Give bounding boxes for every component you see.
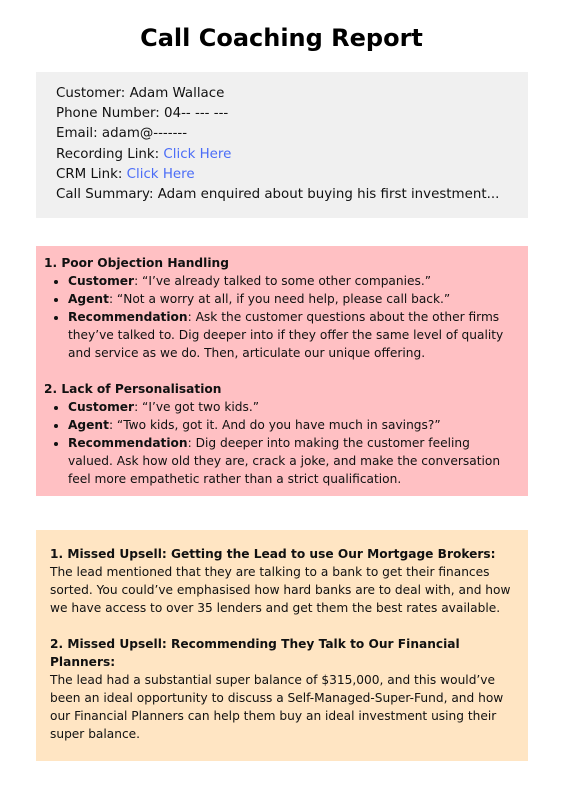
crm-link-row: [56, 165, 528, 185]
customer-info-panel: [36, 72, 528, 218]
upsell-heading: 1. Missed Upsell: Getting the Lead to use Our Mortgage Brokers:: [50, 547, 496, 561]
issue-bullets: [44, 272, 518, 362]
customer-text: : “I’ve got two kids.”: [134, 400, 260, 414]
coaching-issues-panel: [36, 246, 528, 496]
agent-quote: [68, 416, 518, 434]
customer-quote: [68, 398, 518, 416]
issue-heading: 1. Poor Objection Handling: [44, 256, 229, 270]
customer-label: Customer: [68, 274, 135, 288]
upsell-text: The lead mentioned that they are talking to a bank to get their finances sorted. You could’ve emphasised how hard banks are to deal with, and how we have access to over 35 lenders and get them the best rates available.: [50, 565, 511, 615]
recording-link-row: [56, 145, 528, 165]
phone-number: Phone Number: 04-- --- ---: [56, 106, 229, 122]
customer-label: Customer: [68, 400, 135, 414]
issue-heading: 2. Lack of Personalisation: [44, 382, 222, 396]
customer-name: Customer: Adam Wallace: [56, 86, 225, 101]
agent-quote: [68, 290, 518, 308]
recommendation-text: : Dig deeper into making the customer feeling valued. Ask how old they are, crack a joke, and make the conversation feel more empathetic rather than a strict qualification.: [68, 436, 501, 486]
upsell-text: The lead had a substantial super balance of $315,000, and this would’ve been an ideal opportunity to discuss a Self-Managed-Super-Fund, and how our Financial Planners can help them buy an ideal investment using their super balance.: [50, 673, 504, 741]
recording-link-label: Recording Link:: [56, 146, 164, 162]
crm-link-label: CRM Link:: [56, 166, 127, 182]
agent-label: Agent: [68, 292, 109, 306]
recommendation-label: Recommendation: [68, 436, 188, 450]
recommendation: [68, 308, 518, 362]
recommendation: [68, 434, 518, 488]
crm-link[interactable]: Click Here: [126, 166, 195, 182]
missed-upsells-panel: [36, 530, 528, 761]
email-address: Email: adam@-------: [56, 126, 188, 142]
customer-text: : “I’ve already talked to some other companies.”: [134, 274, 432, 288]
agent-text: : “Two kids, got it. And do you have much in savings?”: [108, 418, 441, 432]
customer-quote: [68, 272, 518, 290]
issue-bullets: [44, 398, 518, 488]
upsell-heading: 2. Missed Upsell: Recommending They Talk to Our Financial Planners:: [50, 637, 460, 669]
agent-text: : “Not a worry at all, if you need help, please call back.”: [108, 292, 451, 306]
recording-link[interactable]: Click Here: [163, 146, 232, 162]
call-summary: Call Summary: Adam enquired about buying his first investment...: [56, 187, 500, 203]
agent-label: Agent: [68, 418, 109, 432]
recommendation-text: : Ask the customer questions about the other firms they’ve talked to. Dig deeper into if they offer the same level of quality and service as we do. Then, articulate our unique offering.: [68, 310, 504, 360]
recommendation-label: Recommendation: [68, 310, 188, 324]
page-title: Call Coaching Report: [140, 24, 423, 52]
